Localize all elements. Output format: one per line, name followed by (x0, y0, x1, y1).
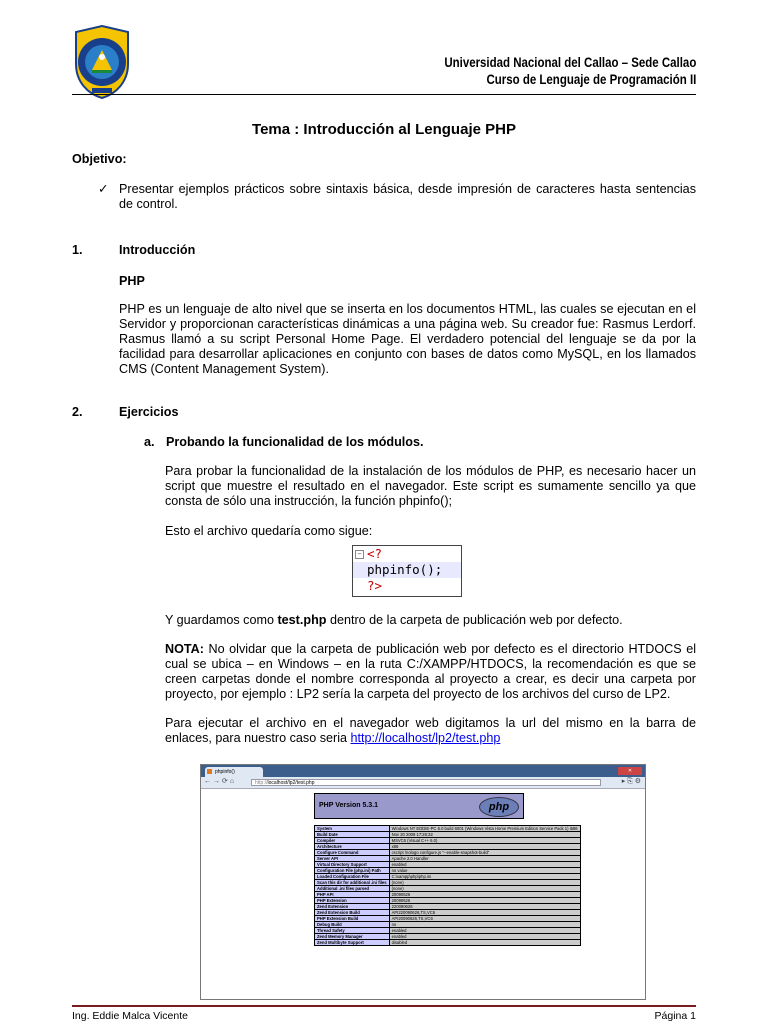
address-prefix: http:// (255, 780, 268, 786)
phpinfo-key: Virtual Directory Support (315, 862, 390, 868)
note-label: NOTA: (165, 642, 204, 656)
phpinfo-key: Configuration File (php.ini) Path (315, 868, 390, 874)
code-line-call (353, 562, 461, 578)
section1-number: 1. (72, 243, 83, 257)
header-rule (72, 94, 696, 95)
collapse-icon: − (355, 550, 364, 559)
phpinfo-value: disabled (389, 940, 580, 946)
browser-tab-label: phpinfo() (215, 769, 235, 775)
phpinfo-value: enabled (389, 862, 580, 868)
subsection-a-heading: Probando la funcionalidad de los módulos. (166, 435, 424, 449)
table-row (315, 940, 581, 946)
phpinfo-key: Compiler (315, 838, 390, 844)
browser-tab[interactable] (205, 767, 263, 777)
phpinfo-key: Debug Build (315, 922, 390, 928)
code-call-text: phpinfo(); (367, 562, 443, 577)
footer-author: Ing. Eddie Malca Vicente (72, 1010, 188, 1022)
browser-toolbar (201, 777, 645, 789)
tab-favicon-icon (207, 769, 212, 774)
header-course: Curso de Lenguaje de Programación II (486, 71, 696, 87)
section1-heading: Introducción (119, 243, 196, 257)
address-bar[interactable] (251, 779, 601, 786)
para3-filename: test.php (277, 613, 327, 627)
phpinfo-key: Zend Extension (315, 904, 390, 910)
phpinfo-key: PHP Extension Build (315, 916, 390, 922)
phpinfo-value: (none) (389, 886, 580, 892)
objective-label: Objetivo: (72, 152, 127, 166)
browser-screenshot (200, 764, 646, 1000)
phpinfo-value: (none) (389, 880, 580, 886)
php-version-banner (314, 793, 524, 819)
phpinfo-value: cscript /nologo configure.js "--enable-snapshot-build" (389, 850, 580, 856)
phpinfo-value: Windows NT EDDIE-PC 6.0 build 6001 (Windows Vista Home Premium Edition Service Pack 1) i586 (389, 826, 580, 832)
section2-para4 (165, 716, 696, 746)
phpinfo-value: no (389, 922, 580, 928)
phpinfo-key: System (315, 826, 390, 832)
section2-heading: Ejercicios (119, 405, 179, 419)
university-seal-logo (72, 24, 132, 100)
phpinfo-key: Thread Safety (315, 928, 390, 934)
header-institution (444, 54, 696, 88)
phpinfo-key: PHP Extension (315, 898, 390, 904)
section2-para1: Para probar la funcionalidad de la instalación de los módulos de PHP, es necesario hacer un script que muestre el resultado en el navegador. Este script es sumamente sencillo ya que consta de sólo una instrucción, la función phpinfo(); (165, 464, 696, 508)
phpinfo-value: 20090626 (389, 892, 580, 898)
para3-pre: Y guardamos como (165, 613, 278, 627)
phpinfo-value: enabled (389, 928, 580, 934)
checkmark-icon: ✓ (98, 182, 109, 196)
section1-subheading: PHP (119, 274, 145, 288)
phpinfo-value: x86 (389, 844, 580, 850)
phpinfo-value: API20090626,TS,VC6 (389, 916, 580, 922)
browser-viewport (201, 789, 645, 999)
phpinfo-value: Nov 20 2009 17:26:32 (389, 832, 580, 838)
back-forward-icon[interactable]: ← → ⟳ ⌂ (204, 778, 234, 785)
subsection-a-marker: a. (144, 435, 155, 449)
phpinfo-key: Scan this dir for additional .ini files (315, 880, 390, 886)
phpinfo-value: 20090626 (389, 898, 580, 904)
phpinfo-key: Zend Multibyte Support (315, 940, 390, 946)
php-logo: php (479, 797, 519, 817)
page-title: Tema : Introducción al Lenguaje PHP (252, 121, 516, 138)
phpinfo-value: 220090626 (389, 904, 580, 910)
phpinfo-value: MSVC6 (Visual C++ 6.0) (389, 838, 580, 844)
objective-bullet: Presentar ejemplos prácticos sobre sintaxis básica, desde impresión de caracteres hasta sentencias de control. (119, 182, 696, 211)
phpinfo-key: Configure Command (315, 850, 390, 856)
phpinfo-key: Architecture (315, 844, 390, 850)
phpinfo-value: API220090626,TS,VC6 (389, 910, 580, 916)
phpinfo-key: Zend Memory Manager (315, 934, 390, 940)
test-php-link[interactable]: http://localhost/lp2/test.php (350, 731, 501, 745)
phpinfo-value: C:\xampp\php\php.ini (389, 874, 580, 880)
section2-para3 (165, 613, 696, 628)
phpinfo-value: no value (389, 868, 580, 874)
phpinfo-key: Build Date (315, 832, 390, 838)
footer-page-number: Página 1 (654, 1010, 696, 1022)
php-version-text: PHP Version 5.3.1 (319, 802, 379, 809)
code-snippet (352, 545, 462, 597)
phpinfo-key: Additional .ini files parsed (315, 886, 390, 892)
phpinfo-key: PHP API (315, 892, 390, 898)
section1-paragraph: PHP es un lenguaje de alto nivel que se inserta en los documentos HTML, las cuales se ejecutan en el Servidor y proporcionan características dinámicas a una página web. Su creador fue: Rasmus Lerdorf. Rasmus llamó a su script Personal Home Page. El verdadero potencial del lenguaje se da por la facilidad para desarrollar aplicaciones en conjunto con bases de datos como MySQL, en los llamados CMS (Content Management System). (119, 302, 696, 376)
phpinfo-table (314, 825, 581, 946)
code-line-close: ?> (367, 578, 383, 593)
para3-post: dentro de la carpeta de publicación web por defecto. (326, 613, 623, 627)
phpinfo-key: Zend Extension Build (315, 910, 390, 916)
phpinfo-value: Apache 2.0 Handler (389, 856, 580, 862)
note-paragraph (165, 642, 696, 702)
browser-titlebar (201, 765, 645, 777)
code-line-open: <? (367, 546, 383, 561)
note-text: No olvidar que la carpeta de publicación web por defecto es el directorio HTDOCS el cual se ubica – en Windows – en la ruta C:/XAMPP/HTDOCS, la recomendación es que se creen carpetas donde el nombre corresponda al proyecto a crear, es decir una carpeta por proyecto, por ejemplo : LP2 sería la carpeta del proyecto de los archivos del curso de LP2. (165, 642, 696, 701)
phpinfo-key: Loaded Configuration File (315, 874, 390, 880)
para4-text: Para ejecutar el archivo en el navegador web digitamos la url del mismo en la barra de enlaces, para nuestro caso seria (165, 716, 696, 745)
address-url: localhost/lp2/test.php (267, 780, 315, 786)
window-close-icon[interactable]: ✕ (618, 767, 642, 775)
section2-number: 2. (72, 405, 83, 419)
phpinfo-key: Server API (315, 856, 390, 862)
footer-rule (72, 1005, 696, 1007)
header-university: Universidad Nacional del Callao – Sede Callao (443, 54, 696, 70)
phpinfo-value: enabled (389, 934, 580, 940)
section2-para2: Esto el archivo quedaría como sigue: (165, 524, 373, 538)
menu-icons[interactable]: ▸ ⎘ ⚙ (621, 778, 641, 785)
